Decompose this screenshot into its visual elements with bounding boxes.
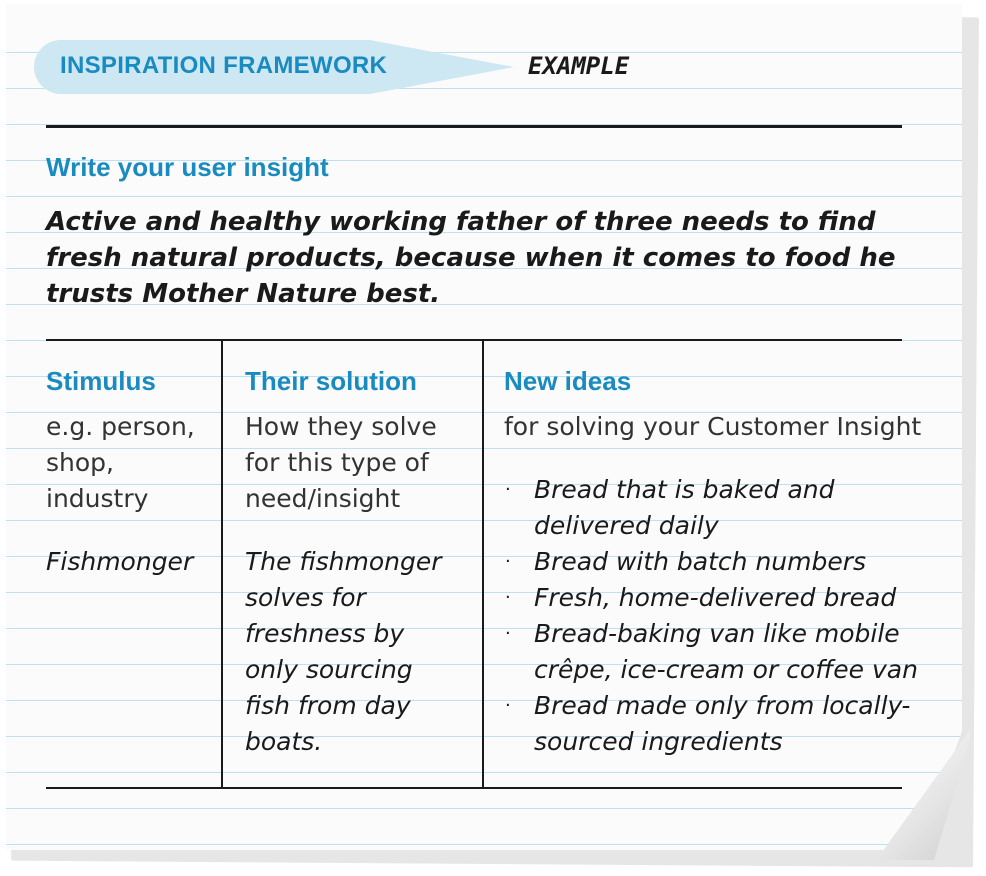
ideas-list xyxy=(502,472,934,760)
bullet-icon: · xyxy=(505,695,511,716)
column-divider-1 xyxy=(221,340,223,789)
idea-item xyxy=(502,688,934,760)
solution-example: The fishmonger solves for freshness by only sourcing fish from day boats. xyxy=(245,547,442,756)
table-top-rule xyxy=(46,339,902,341)
idea-item xyxy=(502,616,934,688)
idea-text: Fresh, home-delivered bread xyxy=(534,583,897,612)
idea-text: Bread-baking van like mobile crêpe, ice-cream or coffee van xyxy=(534,619,918,684)
insight-heading: Write your user insight xyxy=(46,152,329,182)
column-divider-2 xyxy=(482,340,484,789)
idea-text: Bread with batch numbers xyxy=(534,547,867,576)
table-bottom-rule xyxy=(46,787,902,789)
stimulus-example: Fishmonger xyxy=(46,547,194,576)
bullet-icon: · xyxy=(505,479,511,500)
bullet-icon: · xyxy=(505,551,511,572)
solution-heading: Their solution xyxy=(245,366,417,396)
solution-description: How they solve for this type of need/insight xyxy=(245,412,437,513)
framework-title: INSPIRATION FRAMEWORK xyxy=(60,52,388,79)
top-divider xyxy=(46,125,902,128)
example-label: EXAMPLE xyxy=(528,52,630,80)
idea-text: Bread that is baked and delivered daily xyxy=(534,475,835,540)
bullet-icon: · xyxy=(505,623,511,644)
stimulus-heading: Stimulus xyxy=(46,366,156,396)
new-ideas-description: for solving your Customer Insight xyxy=(504,412,922,441)
idea-item xyxy=(502,580,934,616)
stimulus-description: e.g. person, shop, industry xyxy=(46,412,195,513)
idea-item xyxy=(502,544,934,580)
idea-text: Bread made only from locally-sourced ingredients xyxy=(534,691,911,756)
bullet-icon: · xyxy=(505,587,511,608)
new-ideas-heading: New ideas xyxy=(504,366,632,396)
idea-item xyxy=(502,472,934,544)
insight-text: Active and healthy working father of three needs to find fresh natural products, because when it comes to food he trusts Mother Nature best. xyxy=(46,207,896,309)
